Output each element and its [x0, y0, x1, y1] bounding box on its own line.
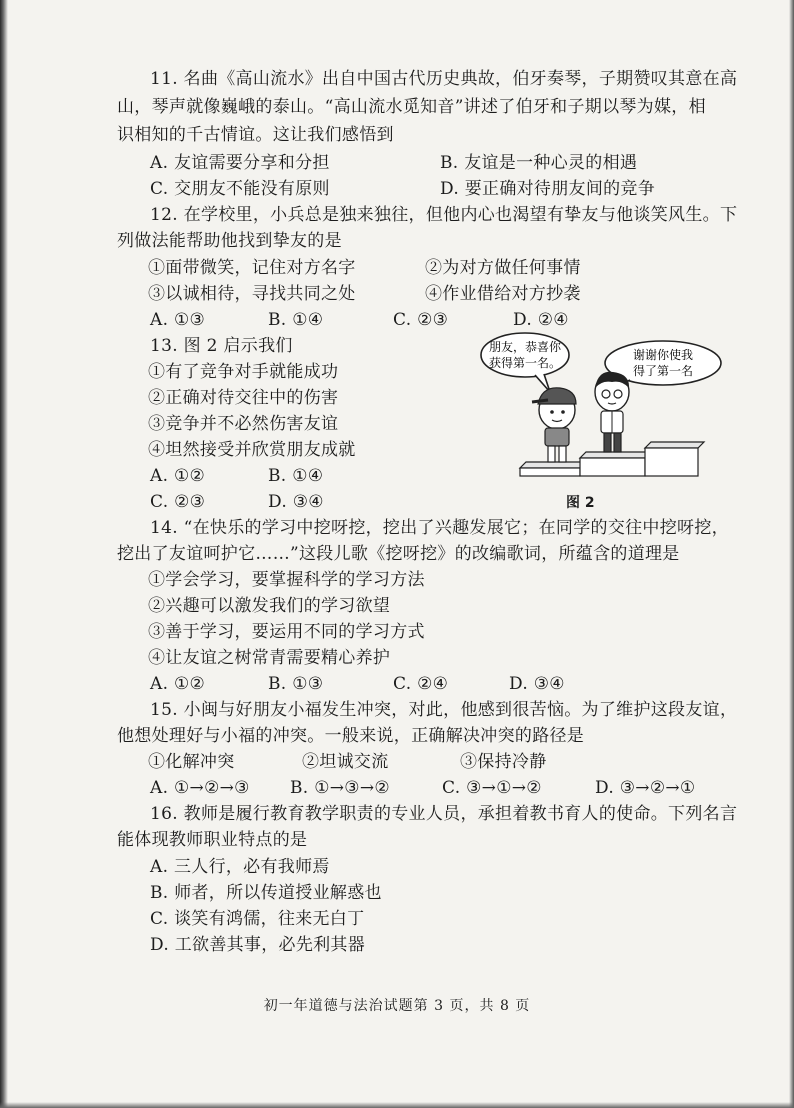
- q15-item-3: ③保持冷静: [460, 752, 547, 772]
- q11-stem-line2: 山，琴声就像巍峨的泰山。“高山流水觅知音”讲述了伯牙和子期以琴为媒，相: [117, 97, 706, 117]
- q13-option-d[interactable]: D. ③④: [268, 492, 324, 512]
- q14-option-b[interactable]: B. ①③: [268, 674, 324, 694]
- q15-item-2: ②坦诚交流: [302, 752, 389, 772]
- page-footer: 初一年道德与法治试题第 3 页，共 8 页: [263, 998, 531, 1014]
- q14-item-3: ③善于学习，要运用不同的学习方式: [148, 622, 425, 642]
- left-bubble-line2: 获得第一名。: [488, 356, 562, 370]
- q16-option-d[interactable]: D. 工欲善其事，必先利其器: [150, 935, 366, 955]
- q12-option-d[interactable]: D. ②④: [513, 310, 569, 330]
- left-bubble-line1: 朋友，恭喜你: [488, 340, 562, 354]
- q12-item-4: ④作业借给对方抄袭: [425, 284, 581, 304]
- q11-option-b[interactable]: B. 友谊是一种心灵的相遇: [440, 153, 638, 173]
- q16-option-a[interactable]: A. 三人行，必有我师焉: [150, 857, 330, 877]
- q13-item-3: ③竞争并不必然伤害友谊: [148, 414, 339, 434]
- scan-edge-right: [789, 0, 794, 1108]
- q13-item-4: ④坦然接受并欣赏朋友成就: [148, 440, 356, 460]
- q13-option-a[interactable]: A. ①②: [150, 466, 206, 486]
- q15-stem-line2: 他想处理好与小福的冲突。一般来说，正确解决冲突的路径是: [117, 726, 585, 746]
- q16-stem-line1: 16. 教师是履行教育教学职责的专业人员，承担着教书育人的使命。下列名言: [150, 804, 738, 824]
- q14-item-2: ②兴趣可以激发我们的学习欲望: [148, 596, 391, 616]
- right-bubble-line2: 得了第一名: [632, 364, 694, 378]
- q13-option-c[interactable]: C. ②③: [150, 492, 206, 512]
- q12-option-b[interactable]: B. ①④: [268, 310, 324, 330]
- q15-option-a[interactable]: A. ①→②→③: [150, 778, 250, 798]
- q14-stem-line2: 挖出了友谊呵护它……”这段儿歌《挖呀挖》的改编歌词，所蕴含的道理是: [117, 544, 680, 564]
- q14-item-4: ④让友谊之树常青需要精心养护: [148, 648, 391, 668]
- q14-option-a[interactable]: A. ①②: [150, 674, 206, 694]
- q11-option-c[interactable]: C. 交朋友不能没有原则: [150, 179, 330, 199]
- q15-item-1: ①化解冲突: [148, 752, 235, 772]
- q15-option-b[interactable]: B. ①→③→②: [290, 778, 390, 798]
- q13-item-2: ②正确对待交往中的伤害: [148, 388, 339, 408]
- q14-item-1: ①学会学习，要掌握科学的学习方法: [148, 570, 425, 590]
- q16-option-b[interactable]: B. 师者，所以传道授业解惑也: [150, 883, 382, 903]
- q15-option-d[interactable]: D. ③→②→①: [595, 778, 696, 798]
- right-boy-figure: [595, 372, 629, 452]
- q13-item-1: ①有了竞争对手就能成功: [148, 362, 339, 382]
- q11-stem-line1: 11. 名曲《高山流水》出自中国古代历史典故，伯牙奏琴，子期赞叹其意在高: [150, 69, 738, 89]
- q15-option-c[interactable]: C. ③→①→②: [442, 778, 542, 798]
- q15-stem-line1: 15. 小闽与好朋友小福发生冲突，对此，他感到很苦恼。为了维护这段友谊，: [150, 700, 738, 720]
- scan-edge-left: [0, 0, 8, 1108]
- q14-stem-line1: 14. “在快乐的学习中挖呀挖，挖出了兴趣发展它；在同学的交往中挖呀挖，: [150, 518, 729, 538]
- q12-option-a[interactable]: A. ①③: [150, 310, 206, 330]
- q12-item-2: ②为对方做任何事情: [425, 258, 581, 278]
- q11-option-d[interactable]: D. 要正确对待朋友间的竞争: [440, 179, 656, 199]
- figure-2-caption: 图 2: [566, 495, 595, 511]
- cartoon-illustration: [480, 330, 725, 500]
- q16-option-c[interactable]: C. 谈笑有鸿儒，往来无白丁: [150, 909, 365, 929]
- q14-option-d[interactable]: D. ③④: [509, 674, 565, 694]
- q11-option-a[interactable]: A. 友谊需要分享和分担: [150, 153, 330, 173]
- figure-2-cartoon: [480, 330, 725, 510]
- q12-item-1: ①面带微笑，记住对方名字: [148, 258, 356, 278]
- scan-edge-bottom: [0, 1102, 794, 1108]
- q12-item-3: ③以诚相待，寻找共同之处: [148, 284, 356, 304]
- q16-stem-line2: 能体现教师职业特点的是: [117, 830, 308, 850]
- q11-stem-line3: 识相知的千古情谊。这让我们感悟到: [117, 125, 394, 145]
- q13-option-b[interactable]: B. ①④: [268, 466, 324, 486]
- right-bubble-line1: 谢谢你使我: [632, 348, 694, 362]
- q14-option-c[interactable]: C. ②④: [393, 674, 449, 694]
- left-boy-figure: [532, 388, 576, 462]
- q12-option-c[interactable]: C. ②③: [393, 310, 449, 330]
- q12-stem-line2: 列做法能帮助他找到挚友的是: [117, 231, 342, 251]
- q13-stem: 13. 图 2 启示我们: [150, 336, 293, 356]
- q12-stem-line1: 12. 在学校里，小兵总是独来独往，但他内心也渴望有挚友与他谈笑风生。下: [150, 205, 738, 225]
